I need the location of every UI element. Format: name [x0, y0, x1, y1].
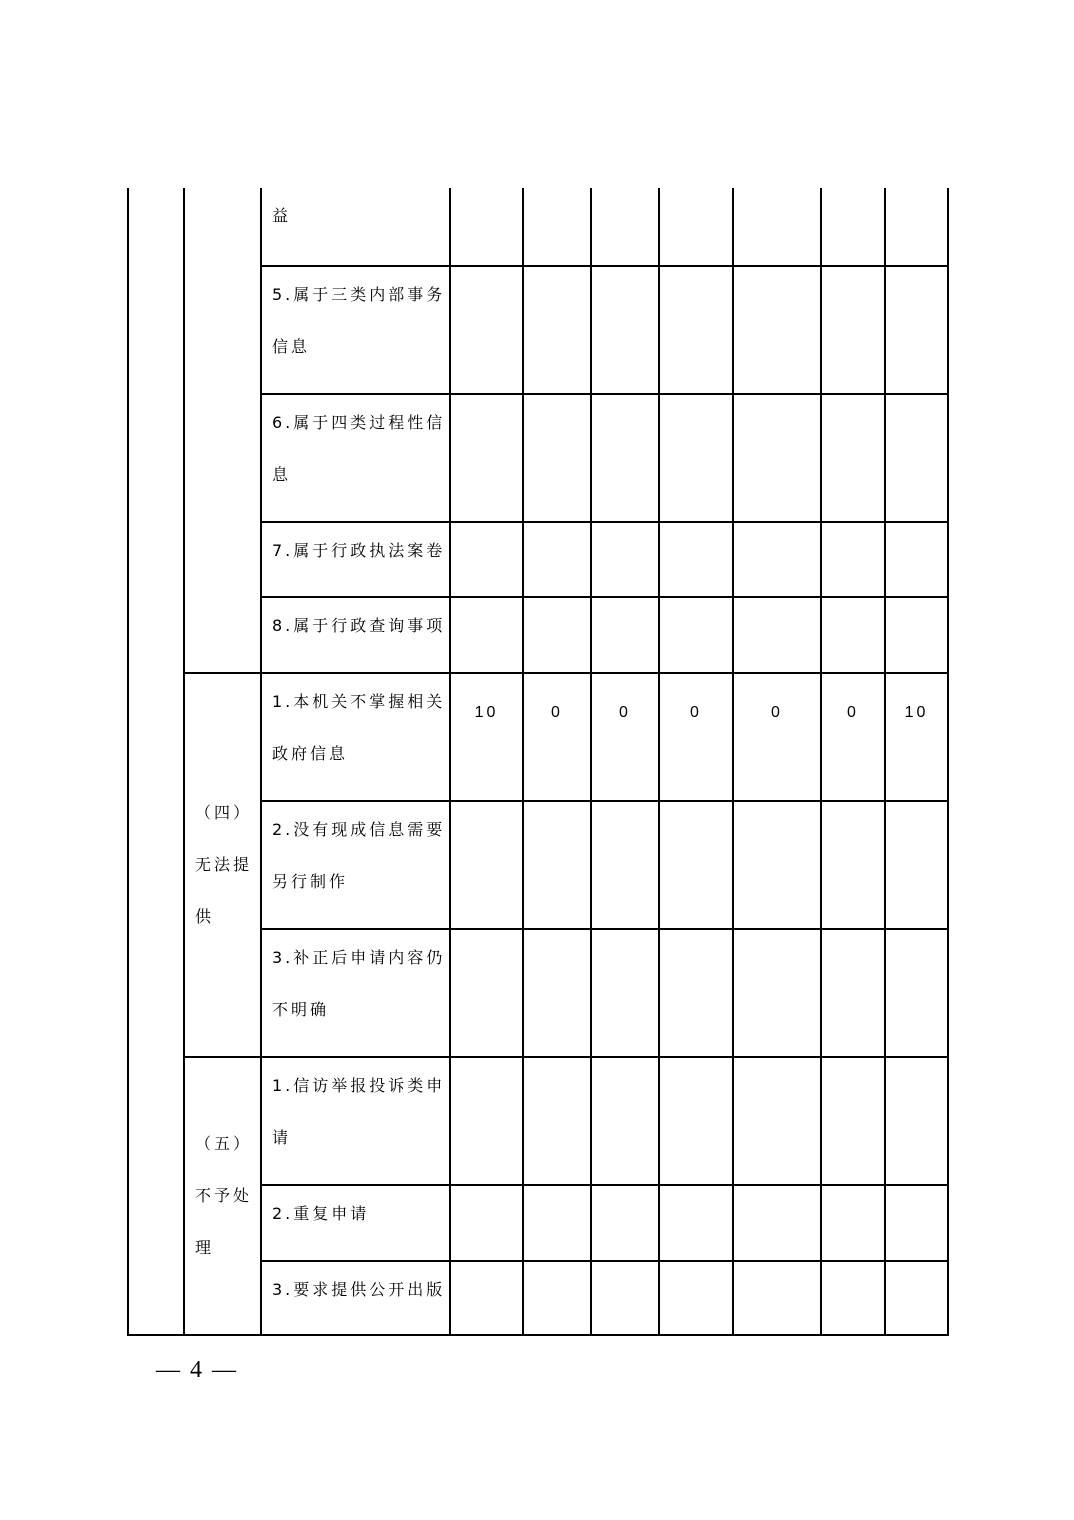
- data-table: [127, 188, 949, 1336]
- value-cell: [450, 266, 523, 394]
- value-cell: [821, 522, 885, 597]
- value-cell: [450, 1261, 523, 1335]
- item-cell: 1.本机关不掌握相关政府信息: [261, 673, 450, 801]
- value-cell: [659, 1185, 733, 1261]
- value-cell: [591, 1057, 659, 1185]
- value-cell: [659, 188, 733, 266]
- value-cell: [450, 188, 523, 266]
- value-cell: [821, 266, 885, 394]
- value-cell: [591, 522, 659, 597]
- item-cell: 5.属于三类内部事务信息: [261, 266, 450, 394]
- value-cell: [733, 929, 821, 1057]
- value-cell: [523, 1185, 591, 1261]
- value-cell: [733, 801, 821, 929]
- value-cell: [733, 597, 821, 673]
- value-cell: [885, 929, 948, 1057]
- value-cell: [733, 188, 821, 266]
- value-cell: [591, 1261, 659, 1335]
- value-cell: [821, 597, 885, 673]
- value-cell: [450, 597, 523, 673]
- table-row: [128, 673, 948, 801]
- value-cell: [523, 597, 591, 673]
- item-cell: 2.没有现成信息需要另行制作: [261, 801, 450, 929]
- value-cell: [591, 394, 659, 522]
- value-cell: [733, 522, 821, 597]
- table-row: [128, 1057, 948, 1185]
- item-cell: 3.补正后申请内容仍不明确: [261, 929, 450, 1057]
- value-cell: [523, 266, 591, 394]
- value-cell: [885, 266, 948, 394]
- value-cell: [733, 266, 821, 394]
- value-cell: [523, 801, 591, 929]
- value-cell: 0: [591, 673, 659, 801]
- value-cell: [591, 929, 659, 1057]
- value-cell: 10: [885, 673, 948, 801]
- value-cell: [659, 929, 733, 1057]
- value-cell: [523, 188, 591, 266]
- value-cell: [733, 1185, 821, 1261]
- value-cell: 0: [733, 673, 821, 801]
- value-cell: [885, 394, 948, 522]
- value-cell: [450, 801, 523, 929]
- value-cell: [885, 522, 948, 597]
- item-cell: 8.属于行政查询事项: [261, 597, 450, 673]
- value-cell: [659, 266, 733, 394]
- value-cell: [821, 1185, 885, 1261]
- value-cell: 0: [821, 673, 885, 801]
- value-cell: [591, 188, 659, 266]
- category-label: （四）无法提供: [195, 803, 253, 926]
- category-label: （五）不予处理: [195, 1134, 253, 1257]
- value-cell: [821, 1261, 885, 1335]
- item-cell: 益: [261, 188, 450, 266]
- value-cell: [523, 394, 591, 522]
- value-cell: [591, 266, 659, 394]
- page-number: — 4 —: [156, 1357, 238, 1383]
- value-cell: [523, 1057, 591, 1185]
- item-cell: 7.属于行政执法案卷: [261, 522, 450, 597]
- value-cell: [450, 1185, 523, 1261]
- value-cell: [659, 597, 733, 673]
- value-cell: [591, 1185, 659, 1261]
- value-cell: [450, 929, 523, 1057]
- category-cell-continued: [184, 188, 261, 673]
- item-cell: 1.信访举报投诉类申请: [261, 1057, 450, 1185]
- value-cell: [523, 929, 591, 1057]
- value-cell: [450, 522, 523, 597]
- value-cell: [885, 188, 948, 266]
- value-cell: [885, 1261, 948, 1335]
- value-cell: [821, 394, 885, 522]
- value-cell: [885, 801, 948, 929]
- value-cell: [591, 597, 659, 673]
- value-cell: [733, 1261, 821, 1335]
- item-cell: 6.属于四类过程性信息: [261, 394, 450, 522]
- category-cell-four: [184, 673, 261, 1057]
- value-cell: [659, 801, 733, 929]
- value-cell: [821, 188, 885, 266]
- value-cell: [821, 1057, 885, 1185]
- value-cell: [591, 801, 659, 929]
- value-cell: [450, 394, 523, 522]
- value-cell: [659, 394, 733, 522]
- value-cell: [523, 522, 591, 597]
- item-cell: 3.要求提供公开出版: [261, 1261, 450, 1335]
- table-row: [128, 188, 948, 266]
- value-cell: [733, 1057, 821, 1185]
- value-cell: [733, 394, 821, 522]
- value-cell: 0: [523, 673, 591, 801]
- value-cell: [885, 597, 948, 673]
- value-cell: [885, 1057, 948, 1185]
- value-cell: 0: [659, 673, 733, 801]
- item-cell: 2.重复申请: [261, 1185, 450, 1261]
- value-cell: [523, 1261, 591, 1335]
- value-cell: [821, 929, 885, 1057]
- value-cell: [885, 1185, 948, 1261]
- value-cell: [450, 1057, 523, 1185]
- category-cell-five: [184, 1057, 261, 1335]
- value-cell: [659, 522, 733, 597]
- value-cell: [659, 1261, 733, 1335]
- outer-category-cell: [128, 188, 184, 1335]
- value-cell: 10: [450, 673, 523, 801]
- value-cell: [659, 1057, 733, 1185]
- value-cell: [821, 801, 885, 929]
